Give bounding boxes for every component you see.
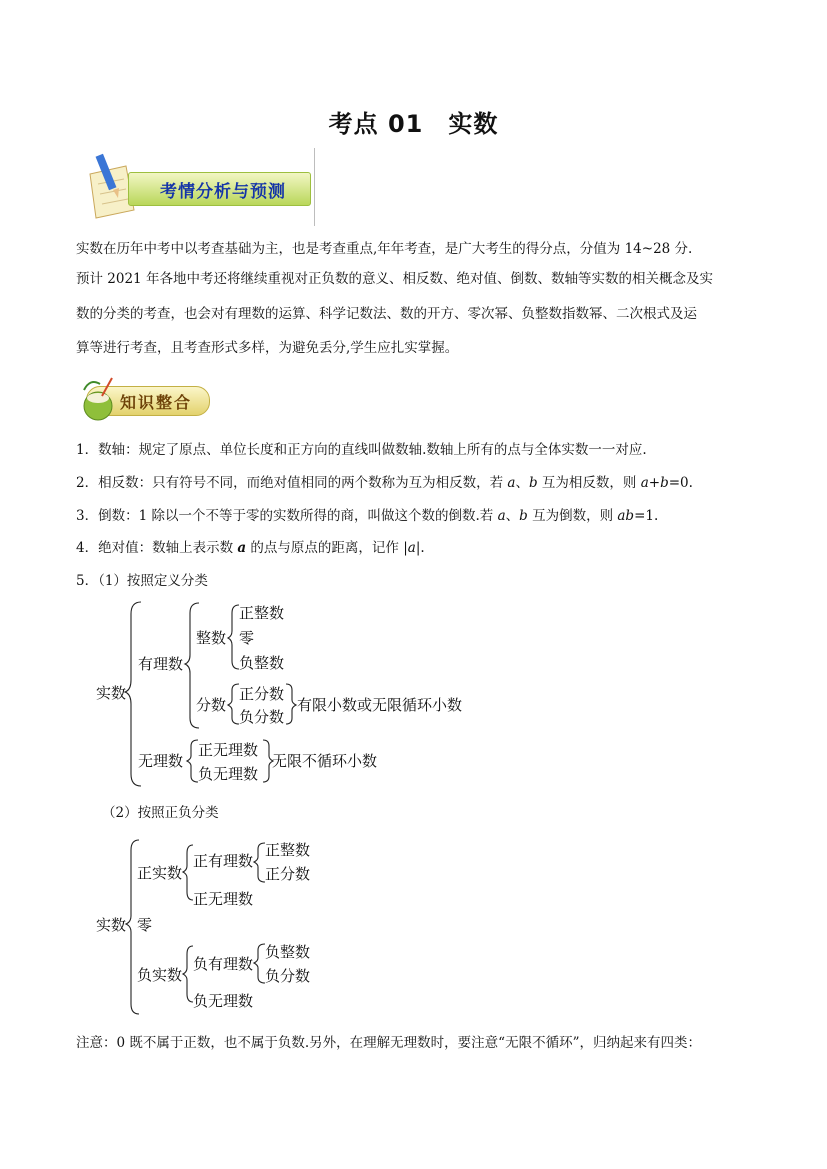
bracket-fraction (228, 684, 239, 724)
intro-line-3: 数的分类的考查，也会对有理数的运算、科学记数法、数的开方、零次幂、负整数指数幂、二次根式及运 (76, 306, 697, 322)
tree2-neg-rational: 负有理数 (193, 955, 254, 973)
tree1-fraction: 分数 (196, 696, 227, 714)
sub-heading-2: （2）按照正负分类 (102, 805, 219, 821)
intro-line-4: 算等进行考查，且考查形式多样，为避免丢分,学生应扎实掌握。 (76, 340, 459, 356)
tree2-neg-irr: 负无理数 (193, 992, 254, 1010)
item-number-line: 1．数轴：规定了原点、单位长度和正方向的直线叫做数轴.数轴上所有的点与全体实数一一对应. (76, 442, 647, 458)
tree1-rational: 有理数 (138, 655, 184, 673)
tree2-root: 实数 (96, 916, 127, 934)
tree2-pos-real: 正实数 (137, 864, 183, 882)
tree2-pos-int: 正整数 (265, 841, 311, 859)
item-classification: 5．（1）按照定义分类 (76, 573, 208, 589)
tree1-irr-note: 无限不循环小数 (272, 752, 378, 770)
tree1-frac-note: 有限小数或无限循环小数 (297, 696, 463, 714)
tree1-integer: 整数 (196, 629, 227, 647)
tree2-neg-frac: 负分数 (265, 967, 311, 985)
item-opposite: 2．相反数：只有符号不同，而绝对值相同的两个数称为互为相反数，若 a、b 互为相反数，则 a+b=0. (76, 475, 693, 491)
bracket-neg-rational (254, 944, 265, 983)
intro-line-2: 预计 2021 年各地中考还将继续重视对正负数的意义、相反数、绝对值、倒数、数轴等实数的相关概念及实 (76, 271, 713, 287)
bracket-irrational (187, 740, 198, 782)
tree1-pos-irr: 正无理数 (198, 741, 259, 759)
intro-line-1: 实数在历年中考中以考查基础为主，也是考查重点,年年考查，是广大考生的得分点，分值为 14~28 分. (76, 241, 693, 257)
tree2-pos-rational: 正有理数 (193, 852, 254, 870)
tree2-pos-irr: 正无理数 (193, 890, 254, 908)
tree1-pos-int: 正整数 (239, 604, 285, 622)
tree1-neg-frac: 负分数 (239, 708, 285, 726)
tree2-zero: 零 (137, 916, 153, 934)
tree1-pos-frac: 正分数 (239, 685, 285, 703)
bracket-neg-real (183, 946, 193, 1002)
bracket-frac-note (286, 684, 296, 724)
tree1-irrational: 无理数 (138, 752, 184, 770)
item-reciprocal: 3．倒数：1 除以一个不等于零的实数所得的商，叫做这个数的倒数.若 a、b 互为倒数，则 ab=1. (76, 508, 659, 524)
bracket-pos-rational (254, 843, 265, 882)
tree1-root: 实数 (96, 684, 127, 702)
item-absolute: 4．绝对值：数轴上表示数 a 的点与原点的距离，记作 |a|. (76, 540, 425, 556)
banner-title: 考情分析与预测 (160, 182, 286, 202)
bracket-pos-real (183, 845, 193, 900)
tree2-neg-real: 负实数 (137, 966, 183, 984)
tree2-pos-frac: 正分数 (265, 865, 311, 883)
badge-title: 知识整合 (120, 393, 193, 412)
tree2-neg-int: 负整数 (265, 943, 311, 961)
bracket-integer (228, 605, 239, 669)
tree1-neg-int: 负整数 (239, 654, 285, 672)
tree1-neg-irr: 负无理数 (198, 765, 259, 783)
note-text: 注意：0 既不属于正数，也不属于负数.另外，在理解无理数时，要注意“无限不循环”，归纳起来有四类： (76, 1035, 701, 1051)
page-title: 考点 01 实数 (328, 110, 499, 138)
tree1-zero: 零 (239, 629, 255, 647)
